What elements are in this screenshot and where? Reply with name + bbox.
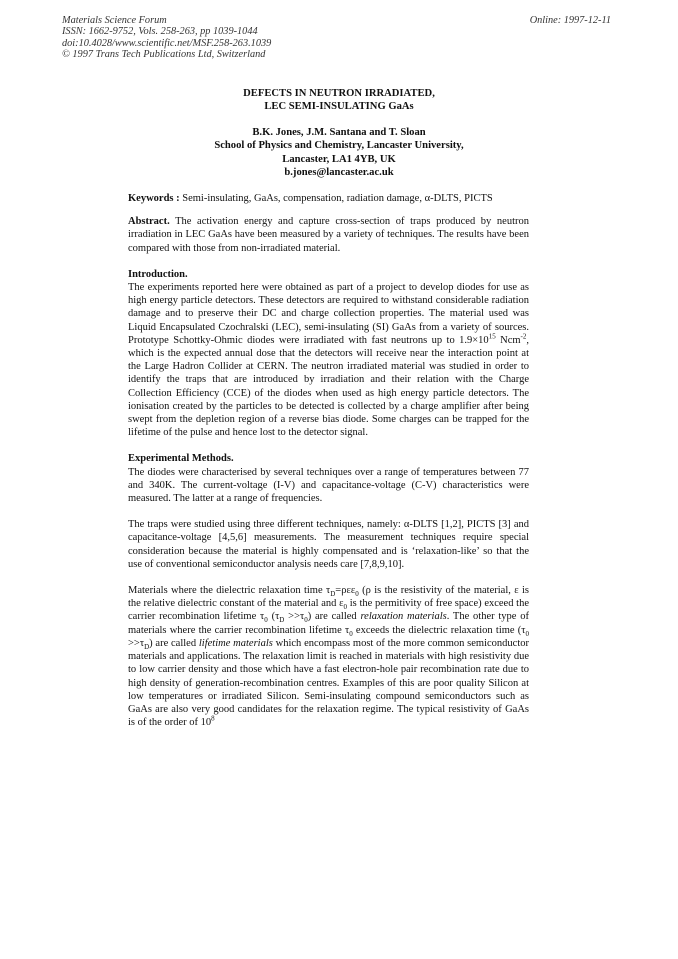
abstract-text: The activation energy and capture cross-section of traps produced by neutron irradiation in LEC GaAs have been measured by a variety of techniques. The results have been compared with those from non-irradiated material. (128, 216, 529, 254)
p3-e: (τ (267, 611, 280, 623)
p3-k: ) are called (149, 637, 199, 649)
p3-sub-04: 0 (304, 616, 308, 625)
abstract-label: Abstract. (128, 216, 170, 228)
paper-title (0, 87, 678, 113)
email: b.jones@lancaster.ac.uk (284, 166, 394, 178)
p3-sub-01: 0 (355, 590, 359, 599)
title-line-2: LEC SEMI-INSULATING GaAs (264, 101, 414, 112)
p3-sub-d2: D (279, 616, 285, 625)
p3-d: is the permitivity of free space) exceed the carrier recombination lifetime τ (128, 598, 529, 623)
introduction-heading: Introduction. (128, 268, 188, 280)
issn-line: ISSN: 1662-9752, Vols. 258-263, pp 1039-1044 (62, 26, 258, 38)
introduction-paragraph (128, 281, 529, 439)
p3-sub-06: 0 (525, 629, 529, 638)
p3-c: (ρ is the resistivity of the material, ε is the relative dielectric constant of the material and ε (128, 585, 529, 610)
p3-sub-03: 0 (264, 616, 268, 625)
p3-em-relaxation: relaxation materials (360, 611, 447, 623)
journal-name: Materials Science Forum (62, 15, 167, 26)
abstract (128, 215, 529, 255)
p3-sub-d3: D (144, 642, 150, 651)
intro-sup-1: 15 (488, 332, 496, 341)
author-block (0, 126, 678, 179)
intro-sup-2: -2 (520, 332, 527, 341)
p3-h: . The other type of materials where the carrier recombination lifetime τ (128, 611, 530, 636)
intro-text-c: , which is the expected annual dose that the detectors will receive near the interaction point at the Large Hadron Collider at CERN. The neutron irradiated material was studied in order to identify the traps that are introduced by irradiation and their relation with the Charge Collection Efficiency (CCE) of the diodes when used as high energy particle detectors. The ionisation created by the particles to be detected is collected by a charge amplifier after being swept from the depletion region of a reverse bias diode. Some charges can be trapped for the lifetime of the pulse and hence lost to the detector signal. (128, 334, 529, 439)
publication-info (62, 15, 271, 61)
intro-text-b: Ncm (495, 334, 521, 346)
methods-paragraph-1: The diodes were characterised by several techniques over a range of temperatures between 77 and 340K. The current-voltage (I-V) and capacitance-voltage (C-V) characteristics were measured. The latter at a range of frequencies. (128, 466, 529, 505)
intro-text-a: The experiments reported here were obtained as part of a project to develop diodes for use as high energy particle detectors. These detectors are required to withstand considerable radiation damage and to preserve their DC and charge collection properties. The material used was Liquid Encapsulated Czochralski (LEC), semi-insulating (SI) GaAs from a variety of sources. Prototype Schottky-Ohmic diodes were irradiated with fast neutrons up to 1.9×10 (128, 282, 529, 346)
methods-paragraph-2: The traps were studied using three different techniques, namely: α-DLTS [1,2], PICTS [3] and capacitance-voltage [4,5,6] measurements. The measurement techniques require special consideration because the material is highly compensated and is ‘relaxation-like’ so that the use of conventional semiconductor analysis needs care [7,8,9,10]. (128, 519, 529, 570)
p3-em-lifetime: lifetime materials (198, 637, 273, 649)
p3-g: ) are called (307, 611, 361, 623)
p3-l: which encompass most of the more common semiconductor materials and applications. The relaxation limit is reached in materials with high resistivity due to low carrier density and those which have a fast electron-hole pair recombination rate due to high density of generation-recombination centres. Examples of this are poor quality Silicon at low temperatures or irradiated Silicon. Semi-insulating compound semiconductors such as GaAs are also very good candidates for the relaxation regime. The typical resistivity of GaAs is of the order of 10 (128, 637, 529, 729)
p3-sub-05: 0 (349, 629, 353, 638)
p3-sub-d1: D (330, 590, 336, 599)
address: Lancaster, LA1 4YB, UK (282, 153, 396, 165)
copyright-line: © 1997 Trans Tech Publications Ltd, Switzerland (62, 49, 266, 61)
p3-j: >>τ (128, 637, 145, 649)
online-date: Online: 1997-12-11 (529, 15, 611, 26)
p3-b: =ρεε (335, 585, 356, 597)
methods-heading: Experimental Methods. (128, 453, 234, 465)
title-line-1: DEFECTS IN NEUTRON IRRADIATED, (243, 88, 435, 99)
p3-a: Materials where the dielectric relaxation time τ (128, 585, 331, 597)
paper-body (128, 192, 529, 729)
keywords-text: Semi-insulating, GaAs, compensation, radiation damage, α-DLTS, PICTS (179, 193, 493, 204)
methods-paragraph-3 (128, 584, 529, 729)
keywords (128, 192, 529, 205)
keywords-label: Keywords : (128, 193, 180, 204)
p3-sub-02: 0 (343, 603, 348, 612)
author-names: B.K. Jones, J.M. Santana and T. Sloan (252, 127, 426, 138)
p3-f: >>τ (284, 611, 305, 623)
doi-line: doi:10.4028/www.scientific.net/MSF.258-263.1039 (62, 37, 272, 49)
affiliation: School of Physics and Chemistry, Lancaster University, (214, 140, 464, 152)
p3-i: exceeds the dielectric relaxation time (τ (352, 624, 526, 636)
p3-sup: 8 (211, 714, 215, 723)
